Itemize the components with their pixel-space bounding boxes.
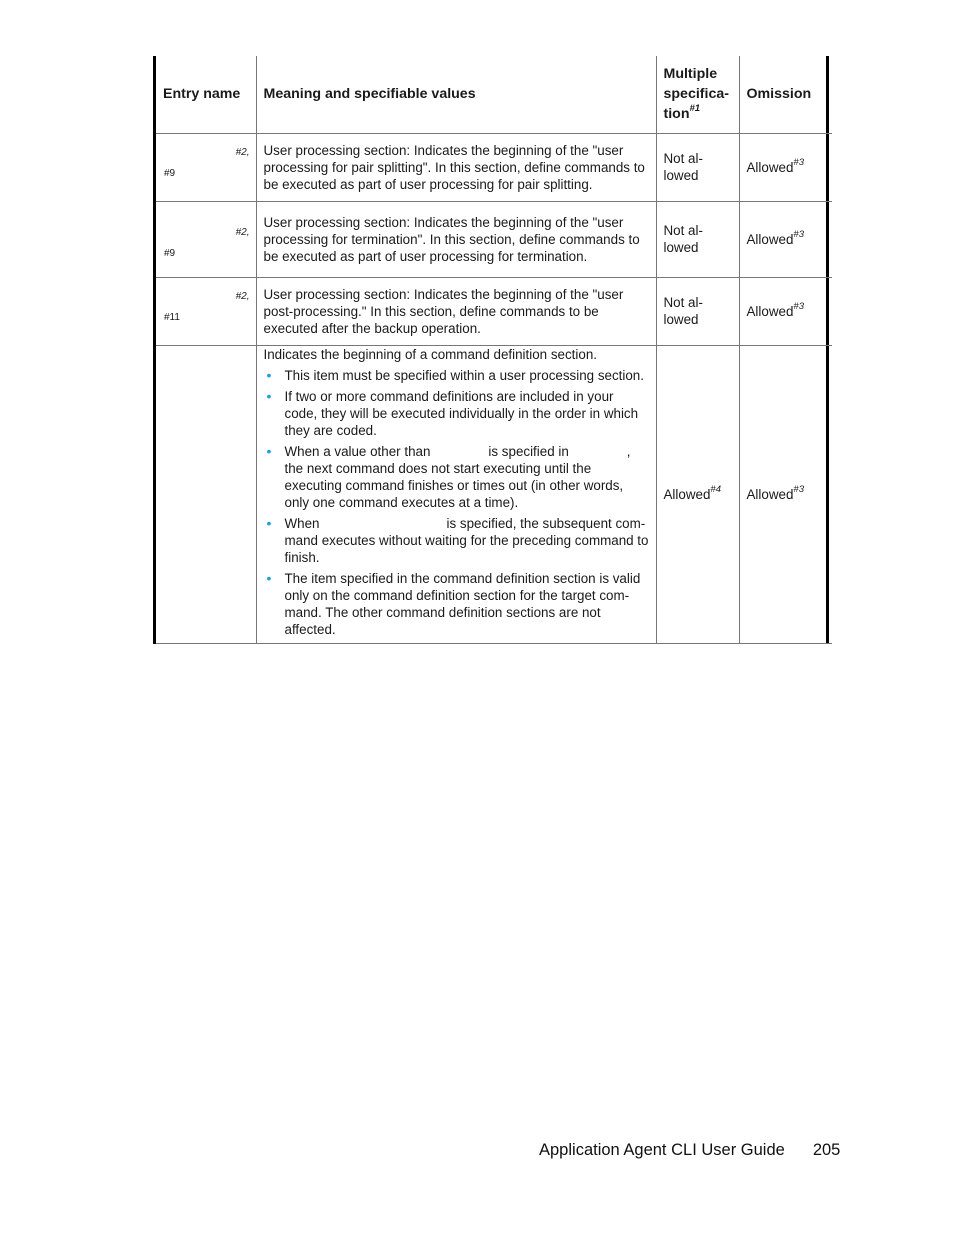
omission-footnote: #3 — [793, 300, 804, 312]
meaning-cell — [256, 345, 656, 643]
omission-cell — [739, 133, 832, 201]
omission-cell — [739, 345, 832, 643]
bullet-text: When a value other than — [284, 444, 431, 459]
bullet-icon: • — [266, 443, 272, 459]
omission-footnote: #3 — [793, 228, 804, 240]
parameter-table — [153, 56, 829, 644]
command-section-bullets — [264, 367, 649, 638]
omission-cell — [739, 277, 832, 345]
bullet-text: is specified, the subsequent com- mand executes without waiting for the preceding command to finish. — [284, 516, 649, 565]
entry-name-cell — [156, 345, 256, 643]
list-item — [264, 570, 649, 638]
command-section-intro: Indicates the beginning of a command definition section. — [263, 347, 597, 362]
header-multiple-specification — [656, 56, 739, 133]
entry-name-cell — [156, 201, 256, 277]
bullet-text: is specified in — [488, 444, 569, 459]
list-item — [264, 388, 649, 439]
bullet-icon: • — [266, 367, 272, 383]
omission-value: Allowed — [746, 159, 794, 175]
list-item — [264, 515, 649, 566]
omission-cell — [739, 201, 832, 277]
header-multiple-line2: specifica- — [663, 86, 729, 103]
entry-footnote-mark: #2, — [235, 290, 250, 302]
entry-footnote-mark: #11 — [164, 311, 180, 323]
entry-name-cell — [156, 133, 256, 201]
bullet-icon: • — [266, 388, 272, 404]
multiple-spec-cell — [656, 345, 739, 643]
meaning-cell: User processing section: Indicates the beginning of the "user processing for termination". In this section, define commands to be executed as part of user processing for termination. — [256, 201, 656, 277]
bullet-text: When — [284, 516, 320, 531]
omission-value: Allowed — [746, 303, 794, 319]
multiple-spec-cell: Not al- lowed — [656, 133, 739, 201]
page-number: 205 — [812, 1141, 841, 1159]
header-entry-name: Entry name — [156, 56, 256, 133]
header-meaning: Meaning and specifiable values — [256, 56, 656, 133]
multiple-spec-footnote: #4 — [710, 483, 721, 495]
multiple-spec-cell: Not al- lowed — [656, 277, 739, 345]
footer-title: Application Agent CLI User Guide — [539, 1141, 785, 1159]
table-row — [156, 201, 832, 277]
entry-name-cell — [156, 277, 256, 345]
list-item — [264, 443, 649, 511]
entry-footnote-mark: #2, — [235, 146, 250, 158]
omission-value: Allowed — [746, 486, 794, 502]
table-row — [156, 277, 832, 345]
bullet-text: the next command does not start executing until the executing command finishes or times out (in other words, only one command executes at a time). — [284, 461, 624, 510]
meaning-cell: User processing section: Indicates the beginning of the "user processing for pair splitting". In this section, define commands to be executed as part of user processing for pair splitting. — [256, 133, 656, 201]
bullet-text: This item must be specified within a user processing section. — [284, 368, 644, 383]
omission-footnote: #3 — [793, 156, 804, 168]
header-omission: Omission — [739, 56, 832, 133]
table-row — [156, 133, 832, 201]
multiple-spec-value: Allowed — [663, 486, 711, 502]
header-multiple-line1: Multiple — [663, 66, 718, 83]
bullet-text: , — [626, 444, 631, 459]
multiple-spec-cell: Not al- lowed — [656, 201, 739, 277]
bullet-text: If two or more command definitions are included in your code, they will be executed individually in the order in which they are coded. — [284, 389, 639, 438]
entry-footnote-mark: #2, — [235, 226, 250, 238]
bullet-icon: • — [266, 515, 272, 531]
meaning-cell: User processing section: Indicates the beginning of the "user post-processing." In this section, define commands to be executed after the backup operation. — [256, 277, 656, 345]
entry-footnote-mark: #9 — [164, 167, 176, 179]
header-multiple-footnote: #1 — [689, 103, 701, 115]
table-row — [156, 345, 832, 643]
bullet-text: The item specified in the command definition section is valid only on the command definition section for the target com- mand. The other command definition sections are not affected. — [284, 571, 641, 637]
page-footer — [539, 1141, 840, 1160]
omission-value: Allowed — [746, 231, 794, 247]
entry-footnote-mark: #9 — [164, 247, 176, 259]
bullet-icon: • — [266, 570, 272, 586]
omission-footnote: #3 — [793, 483, 804, 495]
header-multiple-line3: tion — [663, 106, 690, 123]
list-item — [264, 367, 649, 384]
table-header-row — [156, 56, 832, 133]
